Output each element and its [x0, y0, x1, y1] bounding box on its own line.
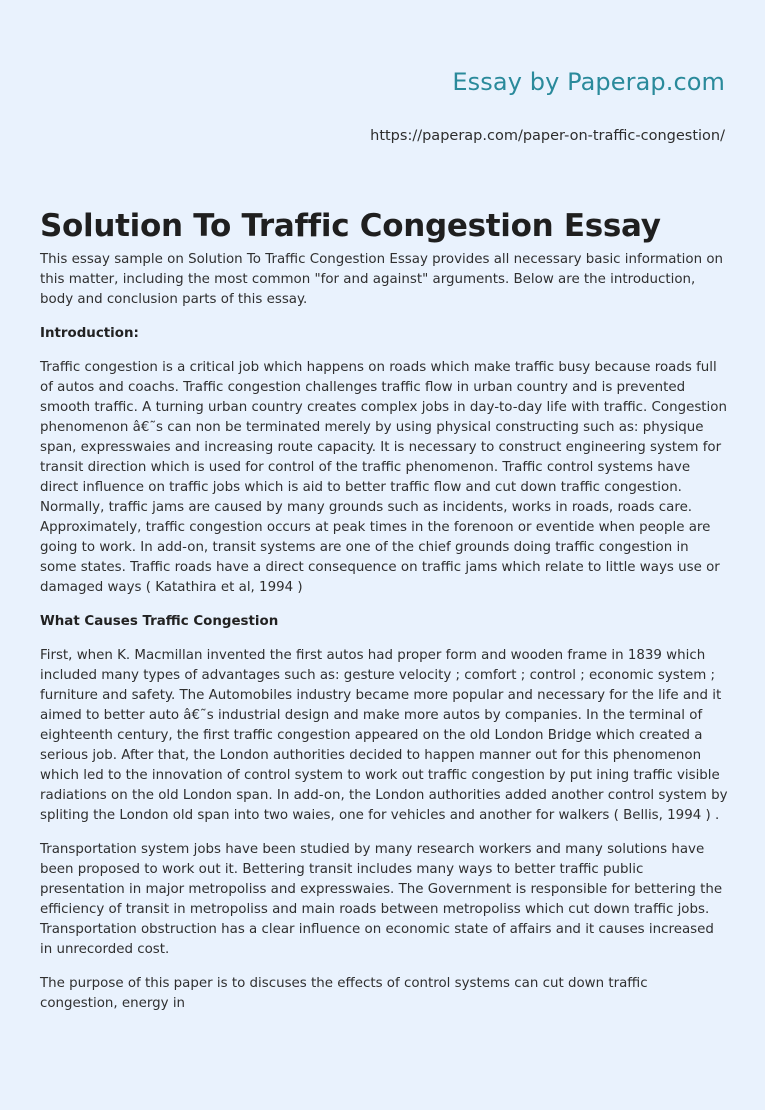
transport-paragraph: Transportation system jobs have been studied by many research workers and many solutions have been proposed to work out it. Bettering transit includes many ways to better traffic public presentation in major metropoliss and expresswaies. The Government is responsible for bettering the efficiency of transit in metropoliss and main roads between metropoliss which cut down traffic jobs. Transportation obstruction has a clear influence on economic state of affairs and it causes increased in unrecorded cost.: [40, 842, 723, 957]
causes-heading: What Causes Traffic Congestion: [40, 614, 279, 629]
purpose-paragraph: The purpose of this paper is to discuses the effects of control systems can cut down traffic congestion, energy in: [40, 976, 648, 1011]
page-url[interactable]: https://paperap.com/paper-on-traffic-congestion/: [370, 128, 725, 144]
introduction-paragraph: Traffic congestion is a critical job which happens on roads which make traffic busy because roads full of autos and coachs. Traffic congestion challenges traffic flow in urban country and is prevented smooth traffic. A turning urban country creates complex jobs in day-to-day life with traffic. Congestion phenomenon â€˜s can non be terminated merely by using physical constructing such as: physique span, expresswaies and increasing route capacity. It is necessary to construct engineering system for transit direction which is used for control of the traffic phenomenon. Traffic control systems have direct influence on traffic jobs which is aid to better traffic flow and cut down traffic congestion. Normally, traffic jams are caused by many grounds such as incidents, works in roads, roads care. Approximately, traffic congestion occurs at peak times in the forenoon or eventide when people are going to work. In add-on, transit systems are one of the chief grounds doing traffic congestion in some states. Traffic roads have a direct consequence on traffic jams which relate to little ways use or damaged ways ( Katathira et al, 1994 ): [40, 360, 727, 595]
intro-paragraph: This essay sample on Solution To Traffic Congestion Essay provides all necessary basic information on this matter, including the most common "for and against" arguments. Below are the introduction, body and conclusion parts of this essay.: [40, 252, 724, 307]
site-brand[interactable]: Essay by Paperap.com: [452, 68, 725, 96]
introduction-heading: Introduction:: [40, 326, 139, 341]
page-title: Solution To Traffic Congestion Essay: [40, 208, 661, 244]
causes-paragraph: First, when K. Macmillan invented the first autos had proper form and wooden frame in 1839 which included many types of advantages such as: gesture velocity ; comfort ; control ; economic system ; furniture and safety. The Automobiles industry became more popular and necessary for the life and it aimed to better auto â€˜s industrial design and make more autos by companies. In the terminal of eighteenth century, the first traffic congestion appeared on the old London Bridge which created a serious job. After that, the London authorities decided to happen manner out for this phenomenon which led to the innovation of control system to work out traffic congestion by put ining traffic visible radiations on the old London span. In add-on, the London authorities added another control system by spliting the London old span into two waies, one for vehicles and another for walkers ( Bellis, 1994 ) .: [40, 648, 728, 823]
essay-body: [40, 250, 728, 1028]
